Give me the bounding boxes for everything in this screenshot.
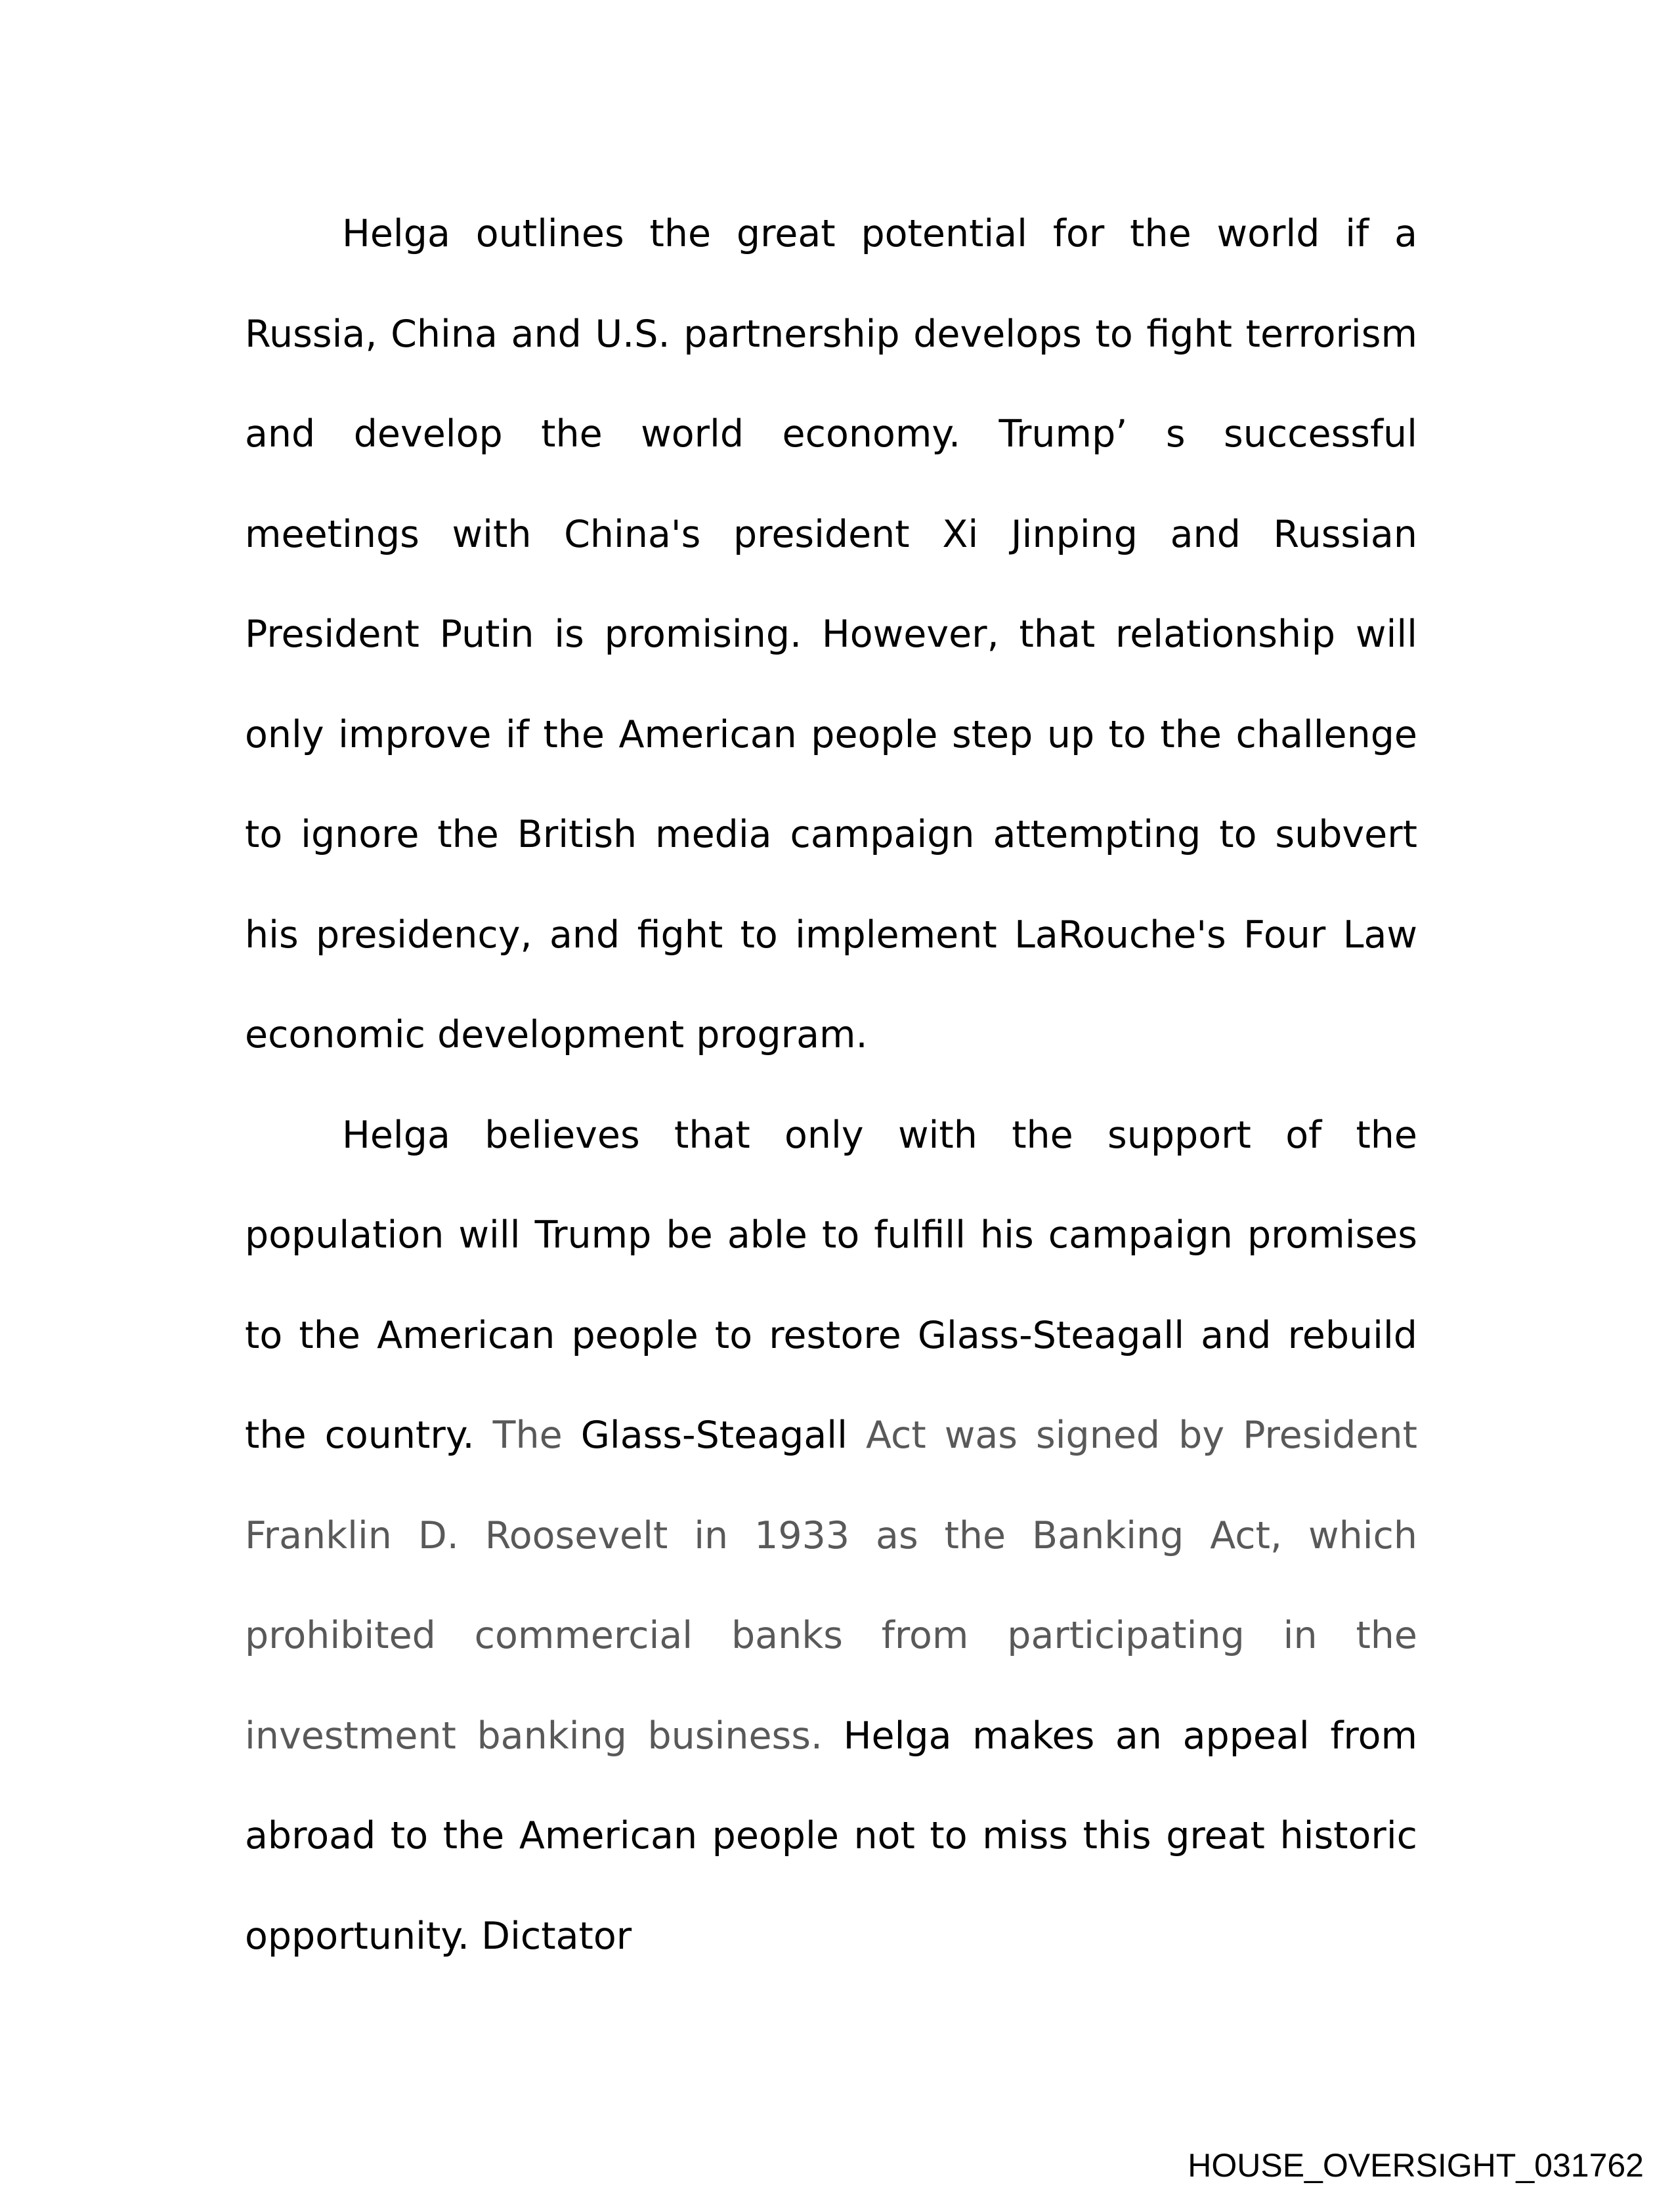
document-body	[245, 184, 1417, 1986]
paragraph-2	[245, 1085, 1417, 1987]
paragraph-2-text-d: Helga makes an appeal from abroad to the American people not to miss this great historic opportunity. Dictator	[245, 1714, 1417, 1958]
bates-number: HOUSE_OVERSIGHT_031762	[1188, 2147, 1644, 2184]
paragraph-1: Helga outlines the great potential for the world if a Russia, China and U.S. partnership develops to fight terrorism and develop the world economy. Trump’ s successful meetings with China's president Xi Jinping and Russian President Putin is promising. However, that relationship will only improve if the American people step up to the challenge to ignore the British media campaign attempting to subvert his presidency, and fight to implement LaRouche's Four Law economic development program.	[245, 212, 1417, 1056]
paragraph-2-text-a: Helga believes that only with the support of the population will Trump be able to fulfill his campaign promises to the American people to restore Glass-Steagall and rebuild the country.	[245, 1113, 1417, 1457]
glass-steagall-term: Glass-Steagall	[580, 1414, 848, 1457]
paragraph-2-text-c: Act was signed by President Franklin D. Roosevelt in 1933 as the Banking Act, which prohibited commercial banks from participating in the investment banking business.	[245, 1414, 1418, 1758]
paragraph-2-text-b: The	[492, 1414, 563, 1457]
